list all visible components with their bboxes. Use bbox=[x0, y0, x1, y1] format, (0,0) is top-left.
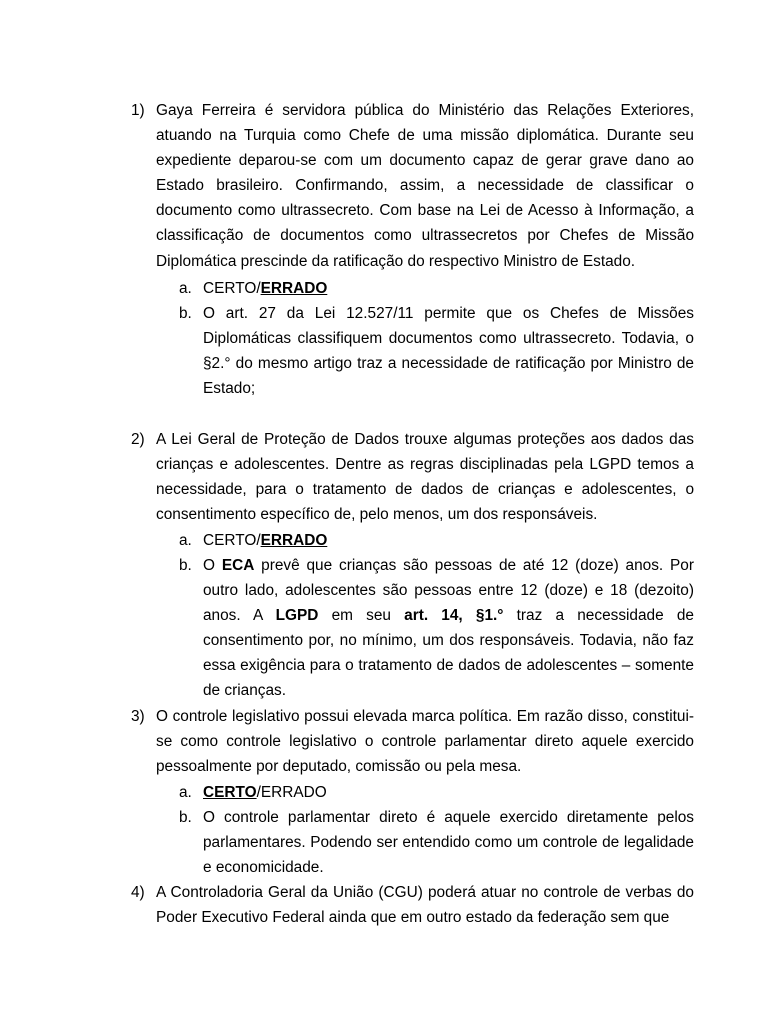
question-1 bbox=[131, 98, 694, 274]
option-label: a. bbox=[179, 280, 192, 297]
option-label: b. bbox=[179, 305, 192, 322]
question-2-option-a bbox=[179, 528, 694, 553]
question-1-option-b bbox=[179, 301, 694, 401]
question-4 bbox=[131, 880, 694, 930]
explanation-bold-lgpd: LGPD bbox=[275, 607, 319, 625]
option-label: b. bbox=[179, 557, 192, 574]
explanation-bold-eca: ECA bbox=[221, 557, 255, 574]
answer-certo: CERTO bbox=[203, 280, 257, 297]
question-2 bbox=[131, 427, 694, 527]
answer-separator: / bbox=[256, 532, 261, 549]
explanation-bold-article: art. 14, §1.° bbox=[404, 607, 504, 625]
explanation-text-part: O bbox=[203, 557, 222, 574]
question-number: 4) bbox=[131, 884, 145, 901]
question-text: O controle legislativo possui elevada marca política. Em razão disso, constitui-se como controle legislativo o controle parlamentar direto aquele exercido pessoalmente por deputado, comissão ou pela mesa. bbox=[156, 708, 694, 776]
explanation-text: O controle parlamentar direto é aquele exercido diretamente pelos parlamentares. Podendo ser entendido como um controle de legalidade e economicidade. bbox=[203, 809, 694, 877]
explanation-text-part: traz a necessidade de consentimento por, no mínimo, um dos responsáveis. Todavia, não faz essa exigência para o tratamento de dados de adolescentes – somente de crianças. bbox=[203, 607, 694, 700]
question-number: 3) bbox=[131, 708, 145, 725]
answer-errado: ERRADO bbox=[260, 784, 327, 801]
question-number: 2) bbox=[131, 431, 145, 448]
answer-errado-selected: ERRADO bbox=[260, 280, 328, 297]
answer-certo-selected: CERTO bbox=[203, 784, 257, 801]
question-3-option-b bbox=[179, 805, 694, 880]
option-label: a. bbox=[179, 784, 192, 801]
question-2-option-b bbox=[179, 553, 694, 704]
question-3 bbox=[131, 704, 694, 779]
explanation-text: O art. 27 da Lei 12.527/11 permite que os Chefes de Missões Diplomáticas classifiquem documentos como ultrassecreto. Todavia, o §2.° do mesmo artigo traz a necessidade de ratificação por Ministro de Estado; bbox=[203, 305, 694, 398]
question-number: 1) bbox=[131, 102, 145, 119]
question-1-option-a bbox=[179, 276, 694, 301]
question-text: A Lei Geral de Proteção de Dados trouxe algumas proteções aos dados das crianças e adolescentes. Dentre as regras disciplinadas pela LGPD temos a necessidade, para o tratamento de dados de crianças e adolescentes, o consentimento específico de, pelo menos, um dos responsáveis. bbox=[156, 431, 694, 524]
explanation-text-part: prevê que crianças são pessoas de até 12 (doze) anos. Por outro lado, adolescentes são pessoas entre 12 (doze) e 18 (dezoito) anos. A bbox=[203, 557, 694, 625]
question-3-option-a bbox=[179, 780, 694, 805]
answer-errado-selected: ERRADO bbox=[260, 532, 328, 549]
question-text: A Controladoria Geral da União (CGU) poderá atuar no controle de verbas do Poder Executivo Federal ainda que em outro estado da federação sem que bbox=[156, 884, 694, 927]
question-text: Gaya Ferreira é servidora pública do Ministério das Relações Exteriores, atuando na Turquia como Chefe de uma missão diplomática. Durante seu expediente deparou-se com um documento capaz de gerar grave dano ao Estado brasileiro. Confirmando, assim, a necessidade de classificar o documento como ultrassecreto. Com base na Lei de Acesso à Informação, a classificação de documentos como ultrassecretos por Chefes de Missão Diplomática prescinde da ratificação do respectivo Ministro de Estado. bbox=[156, 102, 694, 270]
option-label: a. bbox=[179, 532, 192, 549]
answer-certo: CERTO bbox=[203, 532, 257, 549]
option-label: b. bbox=[179, 809, 192, 826]
answer-separator: / bbox=[256, 784, 261, 801]
explanation-text-part: em seu bbox=[318, 607, 405, 625]
answer-separator: / bbox=[256, 280, 261, 297]
